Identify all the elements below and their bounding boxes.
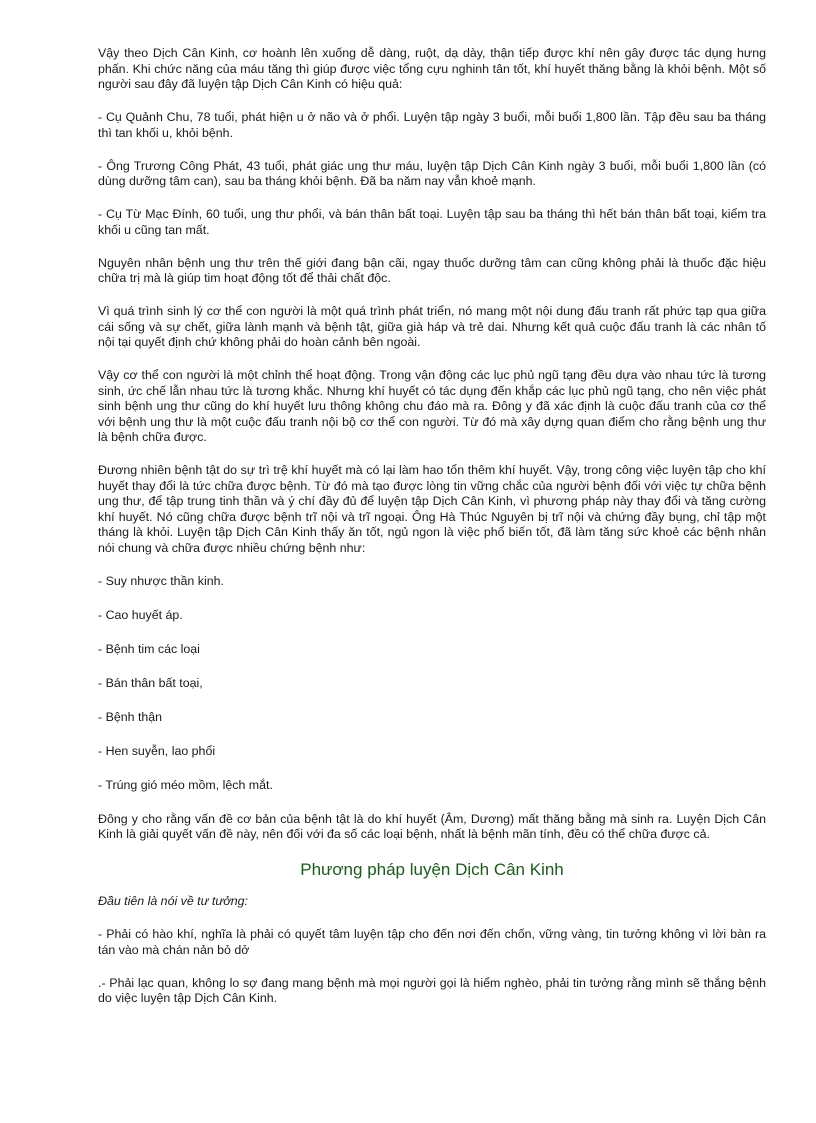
- paragraph: Vì quá trình sinh lý cơ thể con người là một quá trình phát triển, nó mang một nội dung đấu tranh rất phức tạp qua giữa cái sống và sự chết, giữa lành mạnh và bệnh tật, giữa già háp và trẻ dai. Nhưng kết quả cuộc đấu tranh là các nhân tố nội tại quyết định chứ không phải do hoàn cảnh bên ngoài.: [98, 304, 766, 349]
- paragraph: Đương nhiên bệnh tật do sự trì trệ khí huyết mà có lại làm hao tổn thêm khí huyết. Vậy, trong công việc luyện tập cho khí huyết thay đổi là tức chữa được bệnh. Từ đó mà tạo được lòng tin vững chắc của người bệnh đối với việc tự chữa bệnh ung thư, để tập trung tinh thần và ý chí đầy đủ để luyện tập Dịch Cân Kinh, vì phương pháp này thay đổi và tăng cường khí huyết. Nó cũng chữa được bệnh trĩ nội và trĩ ngoại. Ông Hà Thúc Nguyên bị trĩ nội và chứng đầy bụng, chỉ tập một tháng là khỏi. Luyện tập Dịch Cân Kinh thấy ăn tốt, ngủ ngon là việc phổ biến tốt, đã làm tăng sức khoẻ các bệnh nhân nói chung và chữa được nhiều chứng bệnh như:: [98, 463, 766, 555]
- list-item: - Suy nhược thần kinh.: [98, 573, 224, 588]
- list-item: - Hen suyễn, lao phổi: [98, 743, 216, 758]
- paragraph: Nguyên nhân bệnh ung thư trên thế giới đang bận cãi, ngay thuốc dưỡng tâm can cũng không phải là thuốc đặc hiệu chữa trị mà là giúp tim hoạt động tốt để thải chất độc.: [98, 255, 766, 285]
- case-item: - Ông Trương Công Phát, 43 tuổi, phát giác ung thư máu, luyện tập Dịch Cân Kinh ngày 3 buổi, mỗi buổi 1,800 lần (có dùng dưỡng tâm can), sau ba tháng khỏi bệnh. Đã ba năm nay vẫn khoẻ mạnh.: [98, 158, 766, 188]
- case-item: - Cụ Từ Mạc Đính, 60 tuổi, ung thư phổi, và bán thân bất toại. Luyện tập sau ba tháng thì hết bán thân bất toại, kiểm tra khối u cũng tan mất.: [98, 207, 766, 237]
- list-item: - Trúng gió méo mồm, lệch mắt.: [98, 777, 273, 792]
- paragraph: Vậy cơ thể con người là một chỉnh thể hoạt động. Trong vận động các lục phủ ngũ tạng đều dựa vào nhau tức là tương sinh, ức chế lẫn nhau tức là tương khắc. Nhưng khí huyết có tác dụng đến khắp các lục phủ ngũ tạng, cho nên việc phát sinh bệnh ung thư cũng do khí huyết lưu thông không chu đáo mà ra. Đông y đã xác định là cuộc đấu tranh của cơ thể với bệnh ung thư là một cuộc đấu tranh nội bộ cơ thể con người. Từ đó mà xây dựng quan điểm cho rằng bệnh ung thư là bệnh chữa được.: [98, 368, 766, 444]
- paragraph: Vậy theo Dịch Cân Kinh, cơ hoành lên xuống dễ dàng, ruột, dạ dày, thận tiếp được khí nên gây được tác dụng hưng phấn. Khi chức năng của máu tăng thì giúp được việc tổng cựu nghinh tân tốt, khí huyết thăng bằng là khỏi bệnh. Một số người sau đây đã luyện tập Dịch Cân Kinh có hiệu quả:: [98, 46, 766, 91]
- paragraph: .- Phải lạc quan, không lo sợ đang mang bệnh mà mọi người gọi là hiểm nghèo, phải tin tưởng rằng mình sẽ thắng bệnh do việc luyện tập Dịch Cân Kinh.: [98, 975, 766, 1005]
- document-page: [98, 46, 766, 1024]
- section-intro: Đầu tiên là nói về tư tưởng:: [98, 894, 248, 908]
- closing-paragraph: Đông y cho rằng vấn đề cơ bản của bệnh tật là do khí huyết (Âm, Dương) mất thăng bằng mà sinh ra. Luyện Dịch Cân Kinh là giải quyết vấn đề này, nên đối với đa số các loại bệnh, nhất là bệnh mãn tính, đều có thể chữa được cả.: [98, 811, 766, 841]
- list-item: - Bệnh tim các loại: [98, 641, 200, 656]
- list-item: - Cao huyết áp.: [98, 607, 183, 622]
- section-heading: Phương pháp luyện Dịch Cân Kinh: [300, 860, 564, 879]
- list-item: - Bán thân bất toại,: [98, 675, 203, 690]
- paragraph: - Phải có hào khí, nghĩa là phải có quyết tâm luyện tập cho đến nơi đến chốn, vững vàng, tin tưởng không vì lời bàn ra tán vào mà chán nản bỏ dở: [98, 927, 766, 957]
- list-item: - Bệnh thận: [98, 709, 163, 724]
- case-item: - Cụ Quảnh Chu, 78 tuổi, phát hiện u ở não và ở phổi. Luyện tập ngày 3 buổi, mỗi buổi 1,800 lần. Tập đều sau ba tháng thì tan khối u, khỏi bệnh.: [98, 110, 766, 140]
